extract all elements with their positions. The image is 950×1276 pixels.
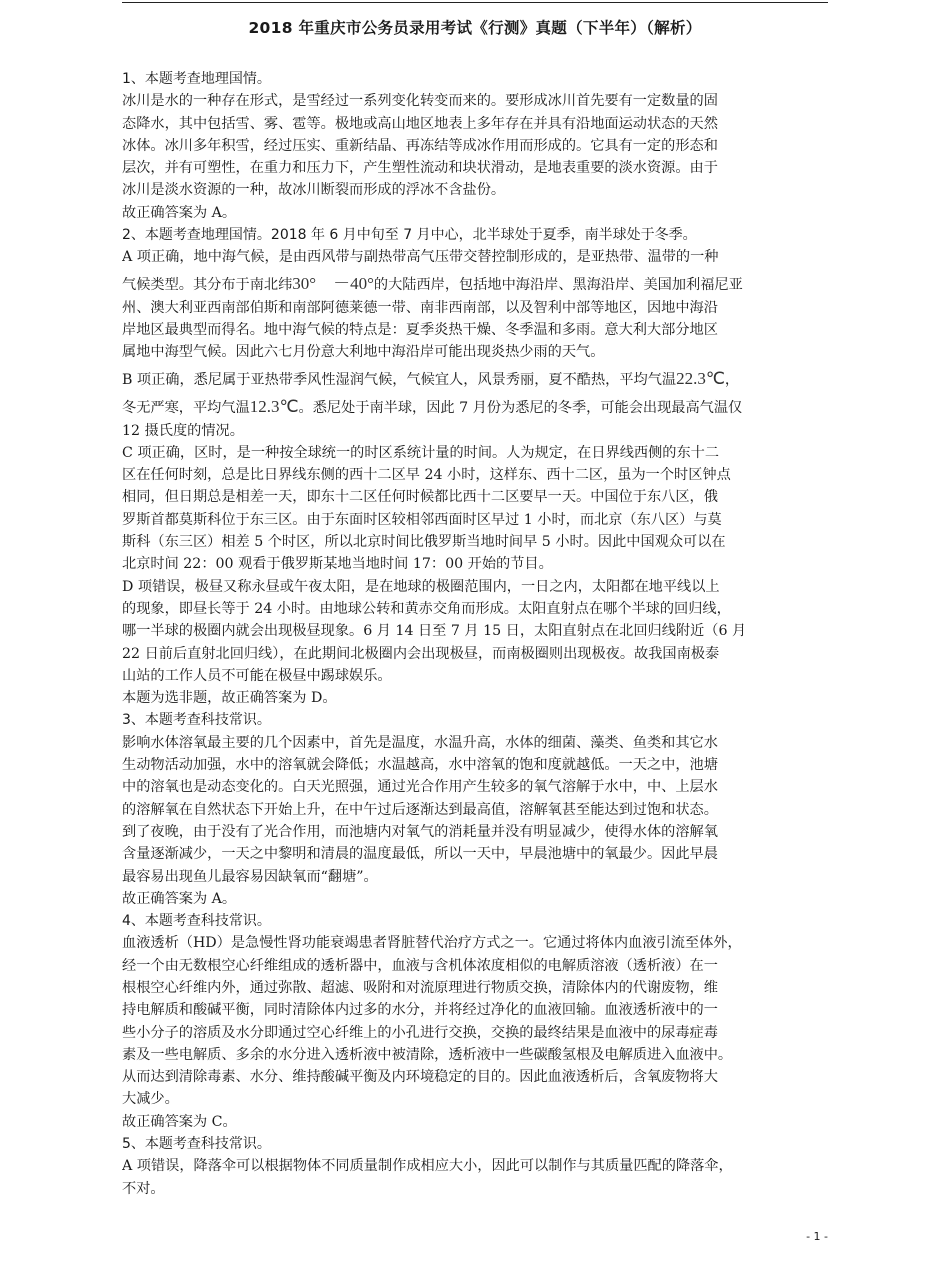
text-line: 冰体。冰川多年积雪，经过压实、重新结晶、再冻结等成冰作用而形成的。它具有一定的形态和 bbox=[122, 137, 718, 154]
text-line: 罗斯首都莫斯科位于东三区。由于东面时区较相邻西面时区早过 1 小时，而北京（东八区）与莫 bbox=[122, 511, 722, 528]
page-title: 2018 年重庆市公务员录用考试《行测》真题（下半年）（解析） bbox=[248, 19, 702, 37]
question-heading-2: 2、本题考查地理国情。2018 年 6 月中旬至 7 月中心，北半球处于夏季，南半球处于冬季。 bbox=[122, 227, 697, 244]
answer-line: 本题为选非题，故正确答案为 D。 bbox=[122, 690, 337, 707]
temperature-formula: 22.3℃ bbox=[676, 368, 725, 388]
text-span: ， bbox=[724, 371, 740, 388]
text-line: A 项错误，降落伞可以根据物体不同质量制作成相应大小，因此可以制作与其质量匹配的降落伞， bbox=[122, 1158, 733, 1175]
question-heading-3: 3、本题考查科技常识。 bbox=[122, 712, 271, 729]
text-line: 冰川是水的一种存在形式，是雪经过一系列变化转变而来的。要形成冰川首先要有一定数量的固 bbox=[122, 93, 718, 110]
text-line: 最容易出现鱼儿最容易因缺氧而“翻塘”。 bbox=[122, 868, 378, 885]
text-line: 州、澳大利亚西南部伯斯和南部阿德莱德一带、南非西南部，以及智利中部等地区，因地中海沿 bbox=[122, 299, 718, 316]
text-line: 持电解质和酸碱平衡，同时清除体内过多的水分，并将经过净化的血液回输。血液透析液中的一 bbox=[122, 1002, 718, 1019]
text-line bbox=[122, 392, 828, 420]
text-line: 到了夜晚，由于没有了光合作用，而池塘内对氧气的消耗量并没有明显减少，使得水体的溶解氧 bbox=[122, 823, 718, 840]
latitude-formula: 30° －40° bbox=[292, 273, 374, 293]
text-line: 斯科（东三区）相差 5 个时区，所以北京时间比俄罗斯当地时间早 5 小时。因此中国观众可以在 bbox=[122, 534, 726, 551]
text-line bbox=[122, 364, 828, 392]
text-line: 的溶解氧在自然状态下开始上升，在中午过后逐渐达到最高值，溶解氧甚至能达到过饱和状态。 bbox=[122, 801, 718, 818]
text-line: 北京时间 22：00 观看于俄罗斯某地当地时间 17：00 开始的节目。 bbox=[122, 556, 553, 573]
text-line: 大减少。 bbox=[122, 1091, 179, 1108]
answer-line: 故正确答案为 A。 bbox=[122, 204, 237, 221]
text-line bbox=[122, 269, 828, 297]
page-number: - 1 - bbox=[806, 1230, 828, 1243]
text-line: D 项错误，极昼又称永昼或午夜太阳，是在地球的极圈范围内，一日之内，太阳都在地平线以上 bbox=[122, 578, 720, 595]
text-line: 冰川是淡水资源的一种，故冰川断裂而形成的浮冰不含盐份。 bbox=[122, 182, 506, 199]
text-line: 区在任何时刻，总是比日界线东侧的西十二区早 24 小时，这样东、西十二区，虽为一个时区钟点 bbox=[122, 467, 731, 484]
question-heading-5: 5、本题考查科技常识。 bbox=[122, 1136, 271, 1153]
text-span: B 项正确，悉尼属于亚热带季风性湿润气候，气候宜人，风景秀丽，夏不酷热，平均气温 bbox=[122, 371, 677, 388]
text-span: 。悉尼处于南半球，因此 7 月份为悉尼的冬季，可能会出现最高气温仅 bbox=[298, 399, 743, 416]
text-line: 相同，但日期总是相差一天，即东十二区任何时候都比西十二区要早一天。中国位于东八区，俄 bbox=[122, 489, 718, 506]
text-line: A 项正确，地中海气候，是由西风带与副热带高气压带交替控制形成的，是亚热带、温带的一种 bbox=[122, 249, 719, 266]
text-line: 山站的工作人员不可能在极昼中踢球娱乐。 bbox=[122, 667, 392, 684]
text-line: 属地中海型气候。因此六七月份意大利地中海沿岸可能出现炎热少雨的天气。 bbox=[122, 344, 605, 361]
text-line: 12 摄氏度的情况。 bbox=[122, 422, 244, 439]
question-heading-4: 4、本题考查科技常识。 bbox=[122, 913, 271, 930]
text-line: 态降水，其中包括雪、雾、雹等。极地或高山地区地表上多年存在并具有沿地面运动状态的天然 bbox=[122, 115, 718, 132]
text-line: 根根空心纤维内外，通过弥散、超滤、吸附和对流原理进行物质交换，清除体内的代谢废物，维 bbox=[122, 979, 718, 996]
text-line: 血液透析（HD）是急慢性肾功能衰竭患者肾脏替代治疗方式之一。它通过将体内血液引流至体外， bbox=[122, 935, 742, 952]
text-line: 中的溶氧也是动态变化的。白天光照强，通过光合作用产生较多的氧气溶解于水中，中、上层水 bbox=[122, 779, 718, 796]
text-line: 经一个由无数根空心纤维组成的透析器中，血液与含机体浓度相似的电解质溶液（透析液）在一 bbox=[122, 957, 718, 974]
question-heading-1: 1、本题考查地理国情。 bbox=[122, 71, 271, 87]
text-line: 含量逐渐减少，一天之中黎明和清晨的温度最低，所以一天中，早晨池塘中的氧最少。因此早晨 bbox=[122, 846, 718, 863]
text-line: C 项正确，区时，是一种按全球统一的时区系统计量的时间。人为规定，在日界线西侧的东十二 bbox=[122, 444, 720, 461]
text-line: 影响水体溶氧最主要的几个因素中，首先是温度，水温升高，水体的细菌、藻类、鱼类和其它水 bbox=[122, 734, 718, 751]
text-line: 层次，并有可塑性，在重力和压力下，产生塑性流动和块状滑动，是地表重要的淡水资源。由于 bbox=[122, 160, 718, 177]
text-span: 冬无严寒，平均气温 bbox=[122, 399, 250, 416]
text-line: 不对。 bbox=[122, 1180, 165, 1197]
text-line: 素及一些电解质、多余的水分进入透析液中被清除，透析液中一些碳酸氢根及电解质进入血液中。 bbox=[122, 1046, 733, 1063]
answer-line: 故正确答案为 A。 bbox=[122, 890, 237, 907]
answer-line: 故正确答案为 C。 bbox=[122, 1113, 237, 1130]
text-line: 22 日前后直射北回归线），在此期间北极圈内会出现极昼，而南极圈则出现极夜。故我国南极泰 bbox=[122, 645, 720, 662]
top-rule bbox=[122, 2, 828, 3]
document-body bbox=[122, 68, 828, 1200]
text-line: 从而达到清除毒素、水分、维持酸碱平衡及内环境稳定的目的。因此血液透析后，含氧废物将大 bbox=[122, 1069, 718, 1086]
text-span: 的大陆西岸，包括地中海沿岸、黑海沿岸、美国加利福尼亚 bbox=[373, 276, 743, 293]
text-line: 生动物活动加强，水中的溶氧就会降低；水温越高，水中溶氧的饱和度就越低。一天之中，池塘 bbox=[122, 757, 718, 774]
temperature-formula: 12.3℃ bbox=[249, 396, 299, 416]
text-span: 气候类型。其分布于南北纬 bbox=[122, 276, 293, 293]
text-line: 岸地区最典型而得名。地中海气候的特点是：夏季炎热干燥、冬季温和多雨。意大利大部分地区 bbox=[122, 321, 718, 338]
text-line: 的现象，即昼长等于 24 小时。由地球公转和黄赤交角而形成。太阳直射点在哪个半球的回归线， bbox=[122, 600, 731, 617]
text-line: 些小分子的溶质及水分即通过空心纤维上的小孔进行交换，交换的最终结果是血液中的尿毒症毒 bbox=[122, 1024, 718, 1041]
text-line: 哪一半球的极圈内就会出现极昼现象。6 月 14 日至 7 月 15 日，太阳直射点在北回归线附近（6 月 bbox=[122, 623, 747, 640]
